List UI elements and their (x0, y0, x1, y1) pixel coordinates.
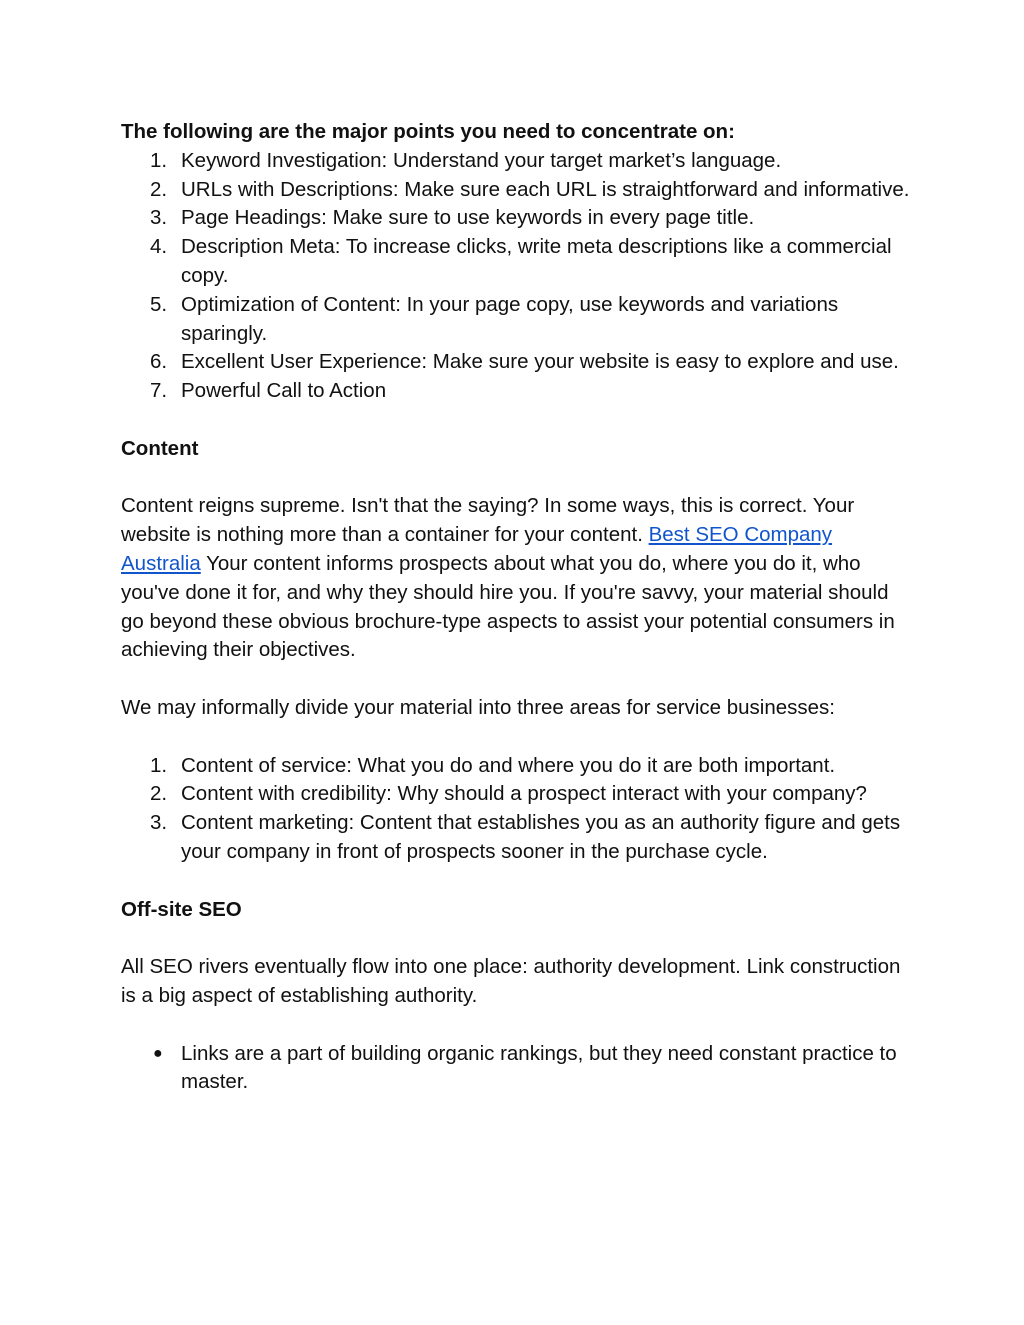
list-item (121, 233, 911, 291)
list-number: 3. (150, 206, 168, 230)
bullet-icon: ● (153, 1044, 163, 1062)
offsite-paragraph: All SEO rivers eventually flow into one place: authority development. Link construction is a big aspect of establishing authority. (121, 955, 901, 1007)
list-item (121, 1040, 911, 1098)
list-item (121, 377, 911, 406)
list-number: 5. (150, 292, 168, 316)
content-areas-list (121, 752, 911, 867)
list-item-text: Page Headings: Make sure to use keywords in every page title. (181, 206, 755, 230)
list-number: 1. (150, 148, 168, 172)
list-item-text: Content with credibility: Why should a prospect interact with your company? (181, 782, 867, 806)
list-item-text: Optimization of Content: In your page copy, use keywords and variations sparingly. (181, 292, 839, 345)
list-number: 3. (150, 811, 168, 835)
list-item-text: URLs with Descriptions: Make sure each URL is straightforward and informative. (181, 177, 910, 201)
content-areas-intro: We may informally divide your material into three areas for service businesses: (121, 695, 835, 719)
list-number: 2. (150, 782, 168, 806)
offsite-heading: Off-site SEO (121, 897, 242, 921)
list-item (121, 752, 911, 781)
document-page (121, 118, 911, 1097)
spacer (121, 1011, 911, 1040)
list-item-text: Content marketing: Content that establishes you as an authority figure and gets your company in front of prospects sooner in the purchase cycle. (181, 811, 901, 863)
content-text-before-link: Content reigns supreme. Isn't that the saying? In some ways, this is correct. Your website is nothing more than a container for your content. (121, 494, 855, 547)
list-item-text: Content of service: What you do and where you do it are both important. (181, 753, 836, 777)
spacer (121, 406, 911, 435)
list-number: 6. (150, 350, 168, 374)
list-item (121, 291, 911, 349)
offsite-bullet-list (121, 1040, 911, 1098)
content-text-after-link: Your content informs prospects about what you do, where you do it, who you've done it for, and why they should hire you. If you're savvy, your material should go beyond these obvious brochure-type aspects to assist your potential consumers in achieving their objectives. (121, 551, 895, 662)
content-heading: Content (121, 436, 199, 460)
list-item (121, 780, 911, 809)
intro-list (121, 147, 911, 406)
list-item (121, 176, 911, 205)
spacer (121, 665, 911, 694)
list-item (121, 348, 911, 377)
list-number: 4. (150, 235, 168, 259)
spacer (121, 924, 911, 953)
list-number: 2. (150, 177, 168, 201)
list-item-text: Powerful Call to Action (181, 379, 387, 403)
list-item (121, 147, 911, 176)
list-number: 7. (150, 379, 168, 403)
list-item (121, 204, 911, 233)
seo-company-link[interactable]: Best SEO Company Australia (121, 523, 833, 575)
list-item (121, 809, 911, 867)
list-item-text: Excellent User Experience: Make sure your website is easy to explore and use. (181, 350, 899, 374)
list-item-text: Keyword Investigation: Understand your target market’s language. (181, 148, 782, 172)
list-item-text: Description Meta: To increase clicks, write meta descriptions like a commercial copy. (181, 235, 892, 287)
intro-heading: The following are the major points you need to concentrate on: (121, 120, 735, 143)
list-number: 1. (150, 753, 168, 777)
content-paragraph (121, 492, 911, 665)
spacer (121, 723, 911, 752)
spacer (121, 867, 911, 896)
spacer (121, 464, 911, 493)
list-item-text: Links are a part of building organic rankings, but they need constant practice to master. (181, 1041, 897, 1094)
